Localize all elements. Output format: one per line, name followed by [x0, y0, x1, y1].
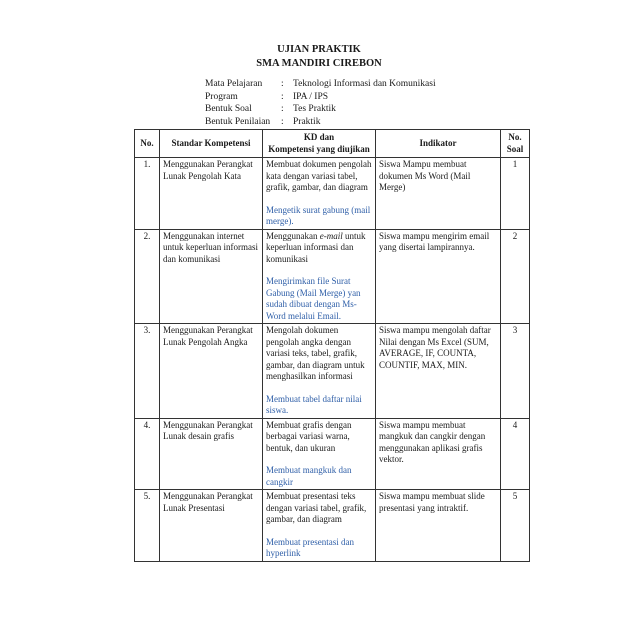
header-indikator: Indikator: [376, 130, 501, 158]
header-no-soal: [501, 130, 530, 158]
competency-table: [134, 129, 530, 562]
info-label: Bentuk Penilaian: [205, 116, 271, 127]
info-colon: :: [281, 79, 284, 89]
kompetensi-text: Membuat presentasi dan hyperlink: [266, 536, 354, 558]
header-kd-line1: KD dan: [303, 132, 335, 142]
cell-standar-kompetensi: Menggunakan internet untuk keperluan informasi dan komunikasi: [160, 229, 263, 324]
header-soal-line2: Soal: [506, 143, 524, 154]
header-kd-line2: Kompetensi yang diujikan: [268, 143, 370, 154]
cell-no: 4.: [135, 418, 160, 490]
school-name: SMA MANDIRI CIREBON: [256, 58, 382, 69]
doc-title: UJIAN PRAKTIK: [277, 44, 361, 55]
cell-no-soal: 1: [501, 158, 530, 230]
cell-kd: [263, 490, 376, 562]
cell-indikator: Siswa mampu mengolah daftar Nilai dengan Ms Excel (SUM, AVERAGE, IF, COUNTA, COUNTIF, MAX, MIN.: [376, 324, 501, 419]
kompetensi-text: Membuat mangkuk dan cangkir: [266, 465, 352, 487]
cell-no: 2.: [135, 229, 160, 324]
cell-indikator: Siswa mampu membuat slide presentasi yang intraktif.: [376, 490, 501, 562]
kd-text: Mengolah dokumen pengolah angka dengan variasi teks, tabel, grafik, gambar, dan diagram untuk menghasilkan informasi: [266, 325, 365, 381]
header-kd: [263, 130, 376, 158]
kd-text: Membuat presentasi teks dengan variasi tabel, grafik, gambar, dan diagram: [266, 491, 367, 524]
kd-text-italic: e-mail: [319, 230, 343, 241]
info-row-question-type: [205, 103, 436, 116]
kompetensi-text: Membuat tabel daftar nilai siswa.: [266, 393, 362, 415]
header-no: No.: [135, 130, 160, 158]
info-value: Teknologi Informasi dan Komunikasi: [293, 79, 436, 89]
info-label: Program: [205, 91, 238, 102]
cell-kd: [263, 158, 376, 230]
cell-indikator: Siswa Mampu membuat dokumen Ms Word (Mail Merge): [376, 158, 501, 230]
cell-no: 3.: [135, 324, 160, 419]
cell-standar-kompetensi: Menggunakan Perangkat Lunak Pengolah Kata: [160, 158, 263, 230]
table-row: [135, 324, 530, 419]
cell-kd: [263, 324, 376, 419]
header-soal-line1: No.: [508, 132, 522, 142]
table-header-row: [135, 130, 530, 158]
info-value: Tes Praktik: [293, 104, 336, 114]
cell-indikator: Siswa mampu mengirim email yang disertai lampirannya.: [376, 229, 501, 324]
table-row: [135, 418, 530, 490]
exam-info: [205, 78, 436, 128]
kd-text-post: untuk keperluan informasi dan komunikasi: [266, 230, 366, 264]
cell-no-soal: 3: [501, 324, 530, 419]
cell-no: 1.: [135, 158, 160, 230]
cell-kd: [263, 418, 376, 490]
kd-text-pre: Menggunakan: [266, 230, 320, 241]
info-label: Bentuk Soal: [205, 104, 252, 114]
cell-no-soal: 2: [501, 229, 530, 324]
kompetensi-text: Mengirimkan file Surat Gabung (Mail Merge) yan sudah dibuat dengan Ms-Word melalui Email.: [266, 276, 361, 321]
info-colon: :: [281, 104, 284, 114]
info-colon: :: [281, 91, 284, 102]
cell-indikator: Siswa mampu membuat mangkuk dan cangkir dengan menggunakan aplikasi grafis vektor.: [376, 418, 501, 490]
info-colon: :: [281, 116, 284, 127]
header-standar-kompetensi: Standar Kompetensi: [160, 130, 263, 158]
cell-standar-kompetensi: Menggunakan Perangkat Lunak desain grafis: [160, 418, 263, 490]
kd-text: Membuat dokumen pengolah kata dengan variasi tabel, grafik, gambar, dan diagram: [266, 159, 372, 192]
info-value: Praktik: [293, 116, 321, 127]
cell-no: 5.: [135, 490, 160, 562]
info-row-assessment-type: [205, 116, 436, 129]
cell-no-soal: 4: [501, 418, 530, 490]
table-row: [135, 229, 530, 324]
kd-text: Membuat grafis dengan berbagai variasi warna, bentuk, dan ukuran: [266, 419, 352, 453]
cell-standar-kompetensi: Menggunakan Perangkat Lunak Pengolah Angka: [160, 324, 263, 419]
info-label: Mata Pelajaran: [205, 79, 263, 89]
table-row: [135, 490, 530, 562]
kd-text: [266, 231, 372, 266]
cell-kd: [263, 229, 376, 324]
cell-standar-kompetensi: Menggunakan Perangkat Lunak Presentasi: [160, 490, 263, 562]
kompetensi-text: Mengetik surat gabung (mail merge).: [266, 204, 371, 226]
info-row-program: [205, 91, 436, 104]
table-row: [135, 158, 530, 230]
info-value: IPA / IPS: [293, 91, 329, 102]
info-row-subject: [205, 78, 436, 91]
cell-no-soal: 5: [501, 490, 530, 562]
